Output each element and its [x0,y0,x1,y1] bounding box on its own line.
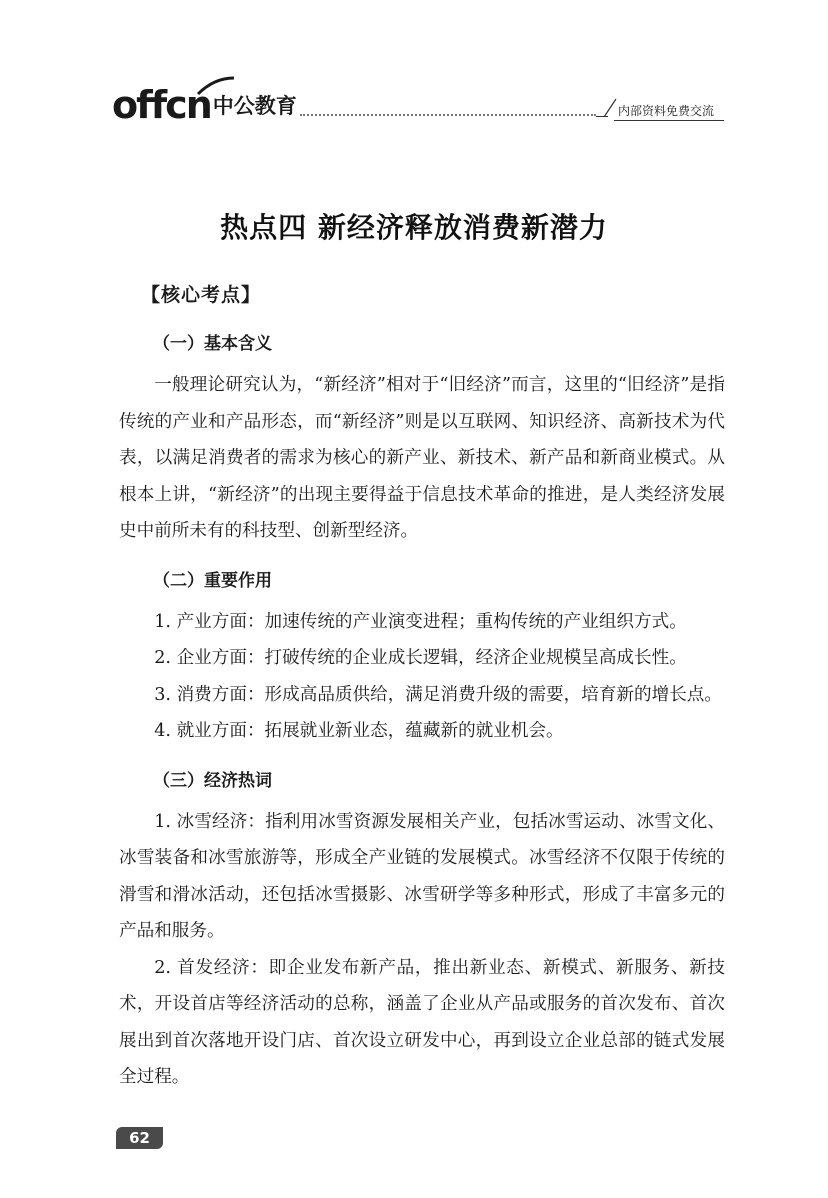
list-item: 4. 就业方面：拓展就业新业态，蕴藏新的就业机会。 [154,721,564,741]
list-item: 1. 产业方面：加速传统的产业演变进程；重构传统的产业组织方式。 [154,611,687,632]
logo-chinese-name: 中公教育 [212,94,297,118]
header-slash-icon [602,98,618,118]
offcn-logo [112,83,297,127]
page-number: 62 [116,1127,163,1149]
list-item: 3. 消费方面：形成高品质供给，满足消费升级的需要，培育新的增长点。 [154,684,722,705]
header-tag: 内部资料免费交流 [618,104,715,118]
subsection-heading: （三）经济热词 [153,770,272,791]
subsection-heading: （一）基本含义 [153,334,272,354]
header-tag-underline [614,120,724,121]
page-title: 热点四 新经济释放消费新潜力 [220,211,608,244]
subsection-heading: （二）重要作用 [153,570,272,591]
page-header [112,78,724,128]
list-item: 2. 首发经济：即企业发布新产品，推出新业态、新模式、新服务、新技术，开设首店等经济活动的总称，涵盖了企业从产品或服务的首次发布、首次展出到首次落地开设门店、首次设立研发中心，再到设立企业总部的链式发展全过程。 [119,957,725,1087]
list-item: 1. 冰雪经济：指利用冰雪资源发展相关产业，包括冰雪运动、冰雪文化、冰雪装备和冰雪旅游等，形成全产业链的发展模式。冰雪经济不仅限于传统的滑雪和滑冰活动，还包括冰雪摄影、冰雪研学等多种形式，形成了丰富多元的产品和服务。 [119,811,725,941]
logo-swoosh-icon [196,76,236,96]
part-important-role [119,564,725,750]
list-item: 2. 企业方面：打破传统的企业成长逻辑，经济企业规模呈高成长性。 [154,648,687,668]
part-basic-meaning [119,327,725,550]
section-heading: 【核心考点】 [141,284,262,306]
header-dotted-rule [300,114,596,116]
paragraph: 一般理论研究认为，“新经济”相对于“旧经济”而言，这里的“旧经济”是指传统的产业和产品形态，而“新经济”则是以互联网、知识经济、高新技术为代表，以满足消费者的需求为核心的新产业、新技术、新产品和新商业模式。从根本上讲，“新经济”的出现主要得益于信息技术革命的推进，是人类经济发展史中前所未有的科技型、创新型经济。 [119,375,725,541]
main-content [119,280,725,1096]
part-economic-hotwords [119,764,725,1096]
logo-wordmark: offcn [112,83,211,127]
